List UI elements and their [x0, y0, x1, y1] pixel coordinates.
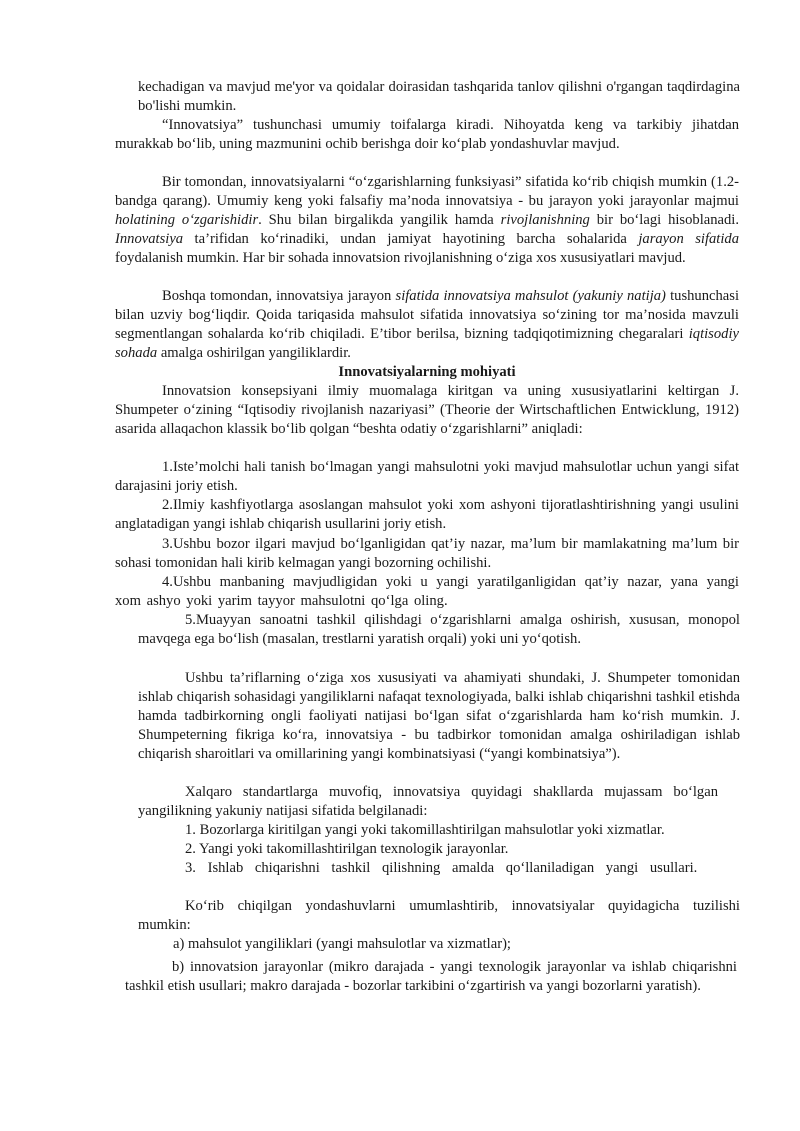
italic-text: holatining o‘zgarishidir: [115, 212, 259, 228]
category-item-b: [125, 958, 737, 996]
text: Ko‘rib chiqilgan yondashuvlarni umumlashtirib, innovatsiyalar quyidagicha tuzilishi mumkin:: [138, 898, 740, 933]
italic-text: rivojlanishning: [500, 212, 590, 228]
text: bir bo‘lagi hisoblanadi.: [589, 212, 739, 228]
heading-text: Innovatsiyalarning mohiyati: [338, 364, 516, 380]
paragraph-innovation-definition: [115, 116, 739, 154]
list-item-1: [115, 458, 739, 496]
section-heading: [115, 363, 739, 382]
list-item-4: [115, 573, 739, 611]
text: 1. Bozorlarga kiritilgan yangi yoki takomillashtirilgan mahsulotlar yoki xizmatlar.: [185, 822, 665, 838]
text: Boshqa tomondan, innovatsiya jarayon: [162, 288, 396, 304]
list-item-3: [115, 535, 739, 573]
text: . Shu bilan birgalikda yangilik hamda: [258, 212, 501, 228]
standard-item-1: [138, 821, 740, 840]
text: 3. Ishlab chiqarishni tashkil qilishning amalda qo‘llaniladigan yangi usullari.: [185, 860, 698, 876]
italic-text: sifatida innovatsiya mahsulot (yakuniy natija): [395, 288, 666, 304]
text: tushunchasi bilan uzviy bog‘liqdir. Qoida tariqasida mahsulot sifatida innovatsiya so‘zining tor ma’nosida mavzuli segmentlangan sohalarda ko‘rib chiqiladi. E’tibor berilsa, bizning tadqiqotimizning chegaralari: [115, 288, 739, 342]
text: 4.Ushbu manbaning mavjudligidan yoki u yangi yaratilganligidan qat’iy nazar, yana yangi xom ashyo yoki yarim tayyor mahsulotni qo‘lga oling.: [115, 574, 739, 609]
text: b) innovatsion jarayonlar (mikro darajada - yangi texnologik jarayonlar va ishlab chiqarishni tashkil etish usullari; makro darajada - bozorlar tarkibini o‘zgartirish va yangi bozorlarni yaratish).: [125, 959, 737, 994]
list-item-2: [115, 496, 739, 534]
category-item-a: [138, 935, 740, 954]
text: 5.Muayyan sanoatni tashkil qilishdagi o‘zgarishlarni amalga oshirish, xususan, monopol mavqega ega bo‘lish (masalan, trestlarni yaratish orqali) yoki uni yo‘qotish.: [138, 612, 740, 647]
text: kechadigan va mavjud me'yor va qoidalar doirasidan tashqarida tanlov qilishni o'rgangan taqdirdagina bo'lishi mumkin.: [138, 79, 740, 114]
italic-text: jarayon sifatida: [638, 231, 739, 247]
paragraph-international-standards: [138, 783, 718, 821]
italic-text: iqtisodiy sohada: [115, 326, 739, 361]
text: 2.Ilmiy kashfiyotlarga asoslangan mahsulot yoki xom ashyoni tijoratlashtirishning yangi usulini anglatadigan yangi ishlab chiqarish usullarini joriy etish.: [115, 497, 739, 532]
standard-item-2: [138, 840, 740, 859]
paragraph-definition-features: [138, 669, 740, 764]
text: Bir tomondan, innovatsiyalarni “o‘zgarishlarning funksiyasi” sifatida ko‘rib chiqish mumkin (1.2-bandga qarang). Umumiy keng yoki falsafiy ma’noda innovatsiya - bu jarayon yoki jarayonlar majmui: [115, 174, 739, 209]
paragraph-continuation: [138, 78, 740, 116]
text: Xalqaro standartlarga muvofiq, innovatsiya quyidagi shakllarda mujassam bo‘lgan yangilikning yakuniy natijasi sifatida belgilanadi:: [138, 784, 718, 819]
paragraph-shumpeter: [115, 382, 739, 439]
text: ta’rifidan ko‘rinadiki, undan jamiyat hayotining barcha sohalarida: [183, 231, 639, 247]
text: 2. Yangi yoki takomillashtirilgan texnologik jarayonlar.: [185, 841, 509, 857]
text: Innovatsion konsepsiyani ilmiy muomalaga kiritgan va uning xususiyatlarini keltirgan J. Shumpeter o‘zining “Iqtisodiy rivojlanish nazariyasi” (Theorie der Wirtschaftlichen Entwicklung, 1912) asarida allaqachon klassik bo‘lib qolgan “beshta odatiy o‘zgarishlarni” aniqladi:: [115, 383, 739, 437]
text: Ushbu ta’riflarning o‘ziga xos xususiyati va ahamiyati shundaki, J. Shumpeter tomonidan ishlab chiqarish sohasidagi yangiliklarni nafaqat texnologiyada, balki ishlab chiqarishni tashkil etishda hamda tadbirkorning ongli faoliyati natijasi bo‘lgan sifat o‘zgarishlarda ham ko‘rish mumkin. J. Shumpeterning fikriga ko‘ra, innovatsiya - bu tadbirkor tomonidan amalga oshiriladigan ishlab chiqarish sharoitlari va omillarining yangi kombinatsiyasi (“yangi kombinatsiya”).: [138, 670, 740, 762]
text: “Innovatsiya” tushunchasi umumiy toifalarga kiradi. Nihoyatda keng va tarkibiy jihatdan murakkab bo‘lib, uning mazmunini ochib berishga doir ko‘plab yondashuvlar mavjud.: [115, 117, 739, 152]
standard-item-3: [138, 859, 740, 878]
paragraph-one-side: [115, 173, 739, 268]
text: 3.Ushbu bozor ilgari mavjud bo‘lganligidan qat’iy nazar, ma’lum bir mamlakatning ma’lum bir sohasi tomonidan hali kirib kelmagan yangi bozorning ochilishi.: [115, 536, 739, 571]
list-item-5: [138, 611, 740, 649]
italic-text: Innovatsiya: [115, 231, 184, 247]
text: a) mahsulot yangiliklari (yangi mahsulotlar va xizmatlar);: [173, 936, 511, 952]
paragraph-other-side: [115, 287, 739, 363]
paragraph-summary: [138, 897, 740, 935]
text: foydalanish mumkin. Har bir sohada innovatsion rivojlanishning o‘ziga xos xususiyatlari mavjud.: [115, 250, 686, 266]
text: 1.Iste’molchi hali tanish bo‘lmagan yangi mahsulotni yoki mavjud mahsulotlar uchun yangi sifat darajasini joriy etish.: [115, 459, 739, 494]
text: amalga oshirilgan yangiliklardir.: [157, 345, 351, 361]
